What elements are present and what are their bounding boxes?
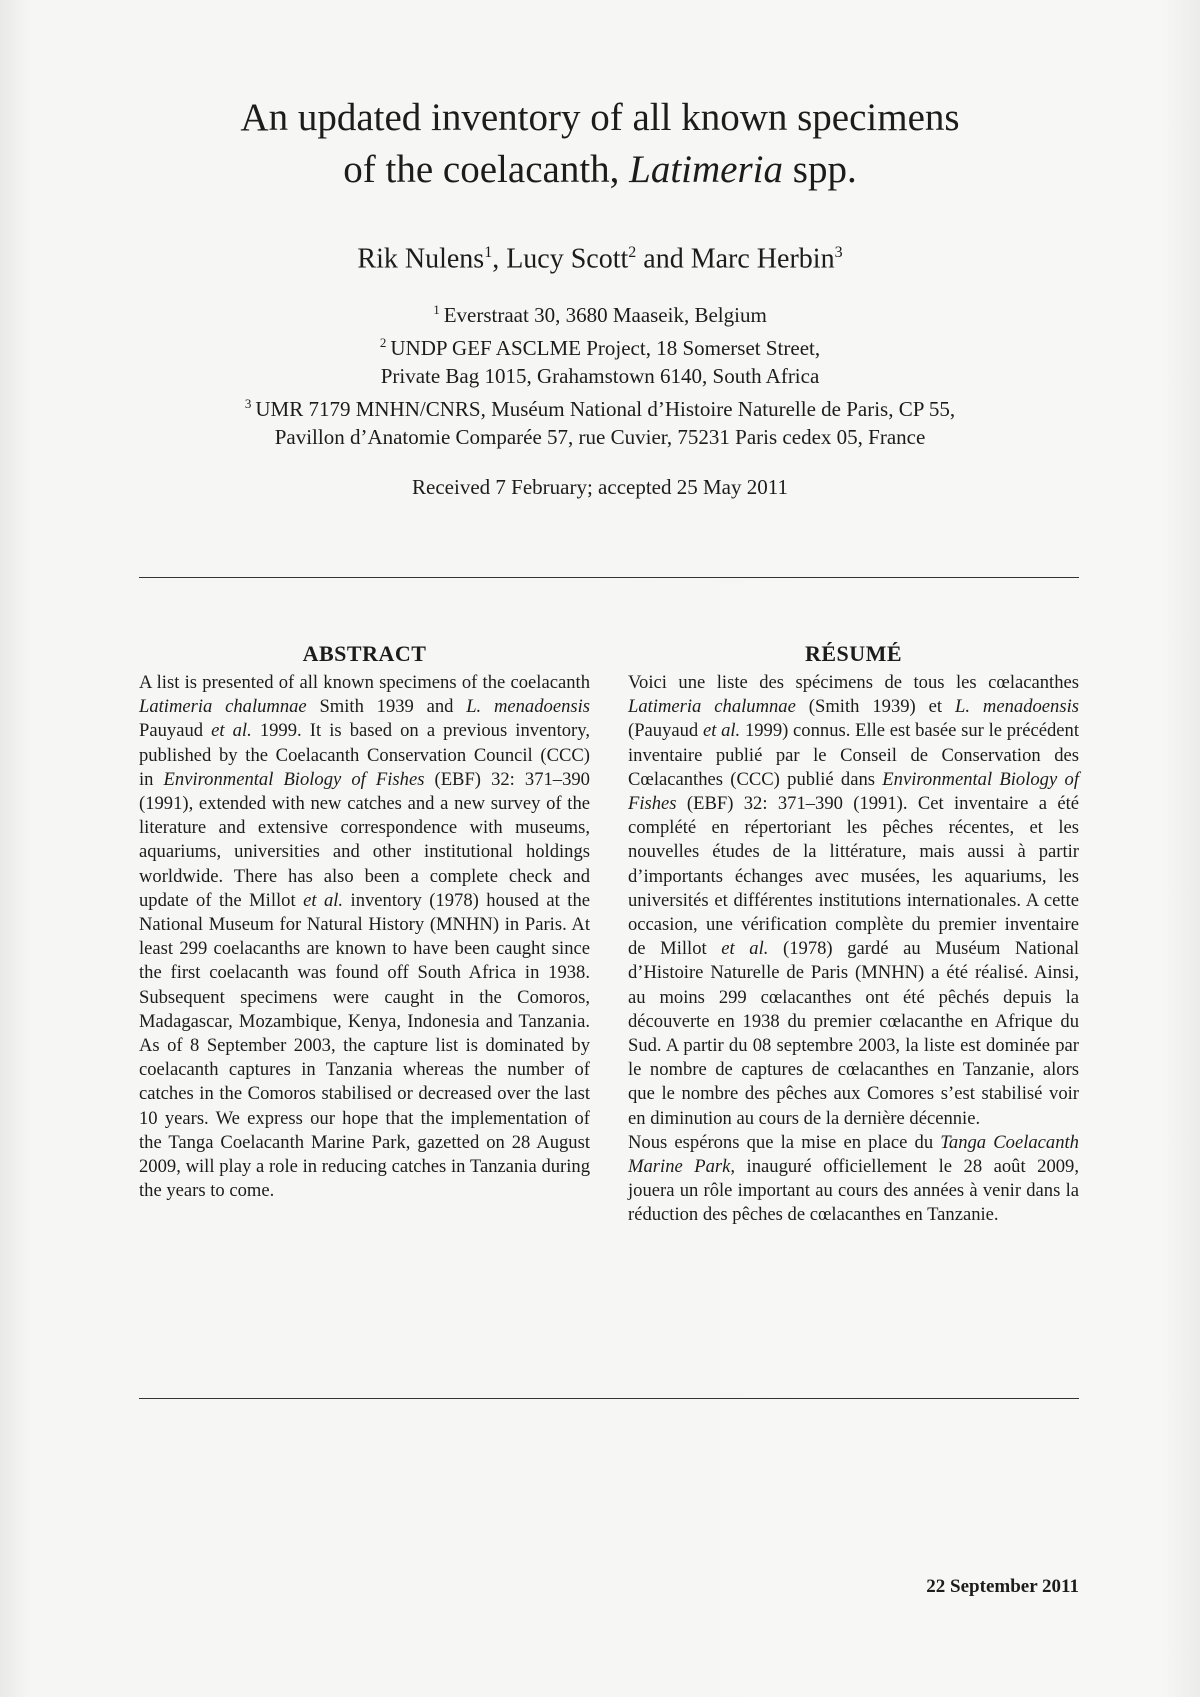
text-run: Smith 1939 and <box>306 696 467 718</box>
text-run: (1978) gardé au Muséum National d’Histoire Naturelle de Paris (MNHN) a été réalisé. Ainsi, au moins 299 cœlacanthes ont été pêchés depuis la découverte en 1938 du premier cœlacanthe en Afrique du Sud. A partir du 08 septembre 2003, la liste est dominée par le nombre de captures de cœlacanthes en Tanzanie, alors que le nombre des pêches aux Comores s’est stabilisé voir en diminution au cours de la dernière décennie. <box>628 938 1080 1129</box>
title-line-1: An updated inventory of all known specimens <box>240 96 960 139</box>
affiliation-mark: 3 <box>244 396 252 411</box>
affiliation-line <box>100 390 1100 423</box>
top-divider <box>139 577 1079 578</box>
affiliation-line <box>100 329 1100 362</box>
text-run: (Smith 1939) et <box>795 696 956 718</box>
affiliation-line <box>100 423 1100 451</box>
affiliation-text: UNDP GEF ASCLME Project, 18 Somerset Street, <box>390 336 821 360</box>
affiliations <box>100 296 1100 451</box>
affiliation-text: Pavillon d’Anatomie Comparée 57, rue Cuvier, 75231 Paris cedex 05, France <box>274 425 926 449</box>
article-title <box>100 92 1100 196</box>
text-run: (EBF) 32: 371–390 (1991), extended with new catches and a new survey of the literature and extensive correspondence with museums, aquariums, universities and other institutional holdings worldwide. There has also been a complete check and update of the Millot <box>139 768 590 911</box>
text-run: Nous espérons que la mise en place du <box>628 1131 941 1153</box>
author-affiliation-mark: 2 <box>628 244 637 261</box>
author-name: Lucy Scott <box>506 243 629 275</box>
text-run: (Pauyaud <box>628 720 703 742</box>
affiliation-mark: 1 <box>433 302 440 317</box>
italic-term: Environmental Biology of Fishes <box>163 768 425 790</box>
affiliation-text: Private Bag 1015, Grahamstown 6140, South Africa <box>380 364 820 388</box>
resume-paragraph-1 <box>628 671 1079 1131</box>
italic-term: Tanga Coelacanth Marine Park, <box>628 1131 1079 1178</box>
text-run: Voici une liste des spécimens de tous les cœlacanthes <box>628 672 1079 693</box>
affiliation-line <box>100 296 1100 329</box>
italic-term: L. menadoensis <box>955 696 1079 718</box>
author-separator: and <box>636 243 691 275</box>
text-run: (EBF) 32: 371–390 (1991). Cet inventaire a été complété en répertoriant les pêches récentes, et les nouvelles études de la littérature, mais aussi à partir d’importants échanges avec musées, les aquariums, les universités et différentes institutions internationales. A cette occasion, une vérification complète du premier inventaire de Millot <box>628 793 1079 960</box>
author-name: Rik Nulens <box>357 243 485 275</box>
affiliation-text: Everstraat 30, 3680 Maaseik, Belgium <box>443 303 767 327</box>
italic-term: et al. <box>211 720 252 742</box>
italic-term: Latimeria chalumnae <box>628 696 796 718</box>
bottom-divider <box>139 1398 1079 1399</box>
author-affiliation-mark: 1 <box>484 244 493 261</box>
italic-term: et al. <box>721 938 769 960</box>
italic-term: Latimeria chalumnae <box>139 696 307 718</box>
abstract-text <box>139 671 590 1203</box>
abstract-heading: ABSTRACT <box>302 641 427 666</box>
resume-heading: RÉSUMÉ <box>804 641 903 666</box>
author-affiliation-mark: 3 <box>834 244 843 261</box>
resume-paragraph-2 <box>628 1131 1079 1228</box>
text-run: inauguré officiellement le 28 août 2009, jouera un rôle important au cours des années à venir dans la réduction des pêches de cœlacanthes en Tanzanie. <box>628 1156 1079 1226</box>
italic-term: et al. <box>702 720 741 742</box>
affiliation-line <box>100 362 1100 390</box>
text-run: inventory (1978) housed at the National Museum for Natural History (MNHN) in Paris. At least 299 coelacanths are known to have been caught since the first coelacanth was found off South Africa in 1938. Subsequent specimens were caught in the Comoros, Madagascar, Mozambique, Kenya, Indonesia and Tanzania. As of 8 September 2003, the capture list is dominated by coelacanth captures in Tanzania whereas the number of catches in the Comoros stabilised or decreased over the last 10 years. We express our hope that the implementation of the Tanga Coelacanth Marine Park, gazetted on 28 August 2009, will play a role in reducing catches in Tanzania during the years to come. <box>139 889 591 1202</box>
affiliation-text: UMR 7179 MNHN/CNRS, Muséum National d’Histoire Naturelle de Paris, CP 55, <box>255 397 956 421</box>
text-run: A list is presented of all known specimens of the coelacanth <box>139 672 590 693</box>
text-run: 1999) connus. Elle est basée sur le précédent inventaire publié par le Conseil de Conservation des Cœlacanthes (CCC) publié dans <box>628 720 1080 790</box>
italic-term: L. menadoensis <box>466 696 591 718</box>
italic-term: Environmental Biology of Fishes <box>628 768 1079 815</box>
resume-column <box>628 641 1079 1228</box>
text-run: Pauyaud <box>139 720 212 742</box>
title-line-2: of the coelacanth, Latimeria spp. <box>343 148 857 191</box>
italic-term: et al. <box>303 889 344 911</box>
issue-date: 22 September 2011 <box>926 1576 1079 1597</box>
received-dates: Received 7 February; accepted 25 May 2011 <box>412 475 788 499</box>
genus-name: Latimeria <box>629 148 784 191</box>
abstract-column <box>139 641 590 1203</box>
text-run: 1999. It is based on a previous inventory, published by the Coelacanth Conservation Council (CCC) in <box>139 720 590 790</box>
author-name: Marc Herbin <box>690 243 835 275</box>
author-list <box>100 235 1100 277</box>
author-separator: , <box>492 243 507 275</box>
affiliation-mark: 2 <box>379 335 387 350</box>
